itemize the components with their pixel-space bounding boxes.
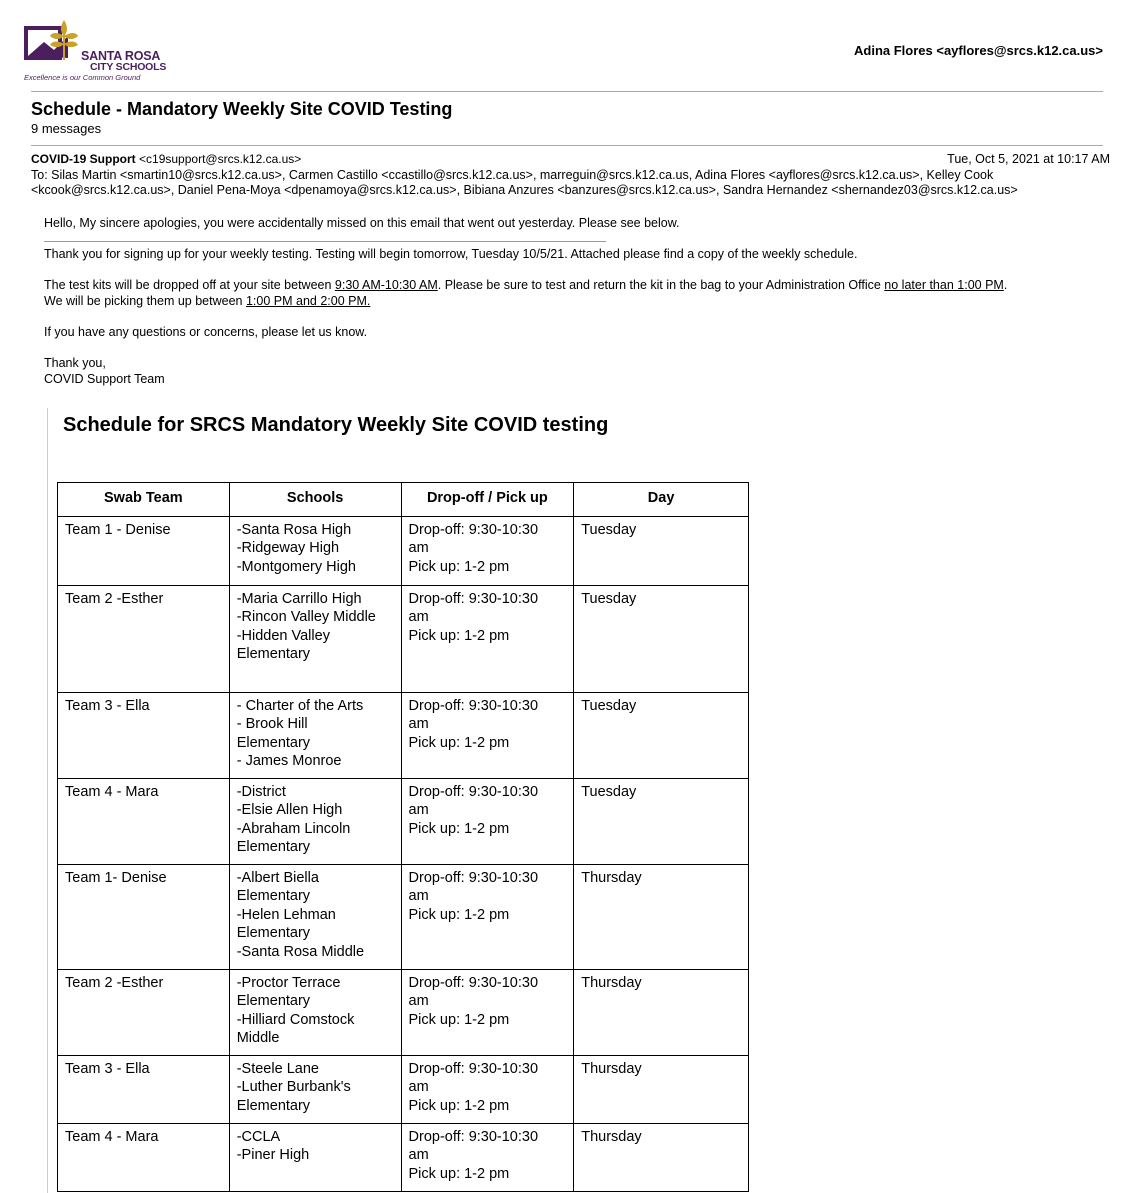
times-cell: Drop-off: 9:30-10:30 am Pick up: 1-2 pm	[401, 517, 574, 586]
schedule-title: Schedule for SRCS Mandatory Weekly Site COVID testing	[63, 414, 609, 436]
header-swab-team: Swab Team	[58, 483, 230, 517]
recipients: To: Silas Martin <smartin10@srcs.k12.ca.us>, Carmen Castillo <ccastillo@srcs.k12.ca.us>, marreguin@srcs.k12.ca.us, Adina Flores <ayflores@srcs.k12.ca.us>, Kelley Cook <kcook@srcs.k12.ca.us>, Daniel Pena-Moya <dpenamoya@srcs.k12.ca.us>, Bibiana Anzures <banzures@srcs.k12.ca.us>, Sandra Hernandez <shernandez03@srcs.k12.ca.us>	[31, 168, 1018, 197]
table-row	[58, 1124, 749, 1192]
times-cell: Drop-off: 9:30-10:30 am Pick up: 1-2 pm	[401, 865, 574, 970]
table-row	[58, 517, 749, 586]
team-cell: Team 4 - Mara	[58, 1124, 230, 1192]
quote-divider	[44, 241, 606, 242]
district-logo-mark	[24, 16, 84, 72]
dropoff-time: 9:30 AM-10:30 AM	[334, 278, 438, 292]
table-row	[58, 865, 749, 970]
times-cell: Drop-off: 9:30-10:30 am Pick up: 1-2 pm	[401, 1124, 574, 1192]
dropoff-text-a: The test kits will be dropped off at your site between	[44, 278, 335, 292]
day-cell: Thursday	[574, 1056, 749, 1124]
schools-cell: -Proctor Terrace Elementary -Hilliard Comstock Middle	[229, 970, 401, 1056]
day-cell: Thursday	[574, 865, 749, 970]
day-cell: Tuesday	[574, 779, 749, 865]
logo-name-line1: SANTA ROSA	[81, 49, 161, 63]
schools-cell: -Maria Carrillo High -Rincon Valley Middle -Hidden Valley Elementary	[229, 586, 401, 693]
schools-cell: -Steele Lane -Luther Burbank's Elementary	[229, 1056, 401, 1124]
team-cell: Team 3 - Ella	[58, 1056, 230, 1124]
day-cell: Thursday	[574, 1124, 749, 1192]
team-cell: Team 4 - Mara	[58, 779, 230, 865]
message-date: Tue, Oct 5, 2021 at 10:17 AM	[947, 152, 1110, 166]
day-cell: Tuesday	[574, 586, 749, 693]
subject-divider	[31, 145, 1103, 146]
pickup-text: We will be picking them up between	[44, 294, 246, 308]
sender-name: COVID-19 Support	[31, 152, 136, 166]
logo-name-line2: CITY SCHOOLS	[90, 61, 167, 73]
table-row	[58, 693, 749, 779]
header-schools: Schools	[229, 483, 401, 517]
greeting-text: Hello, My sincere apologies, you were accidentally missed on this email that went out yesterday. Please see below.	[44, 216, 680, 230]
schedule-table	[57, 482, 749, 1192]
dropoff-text-b: . Please be sure to test and return the kit in the bag to your Administration Office	[437, 278, 885, 292]
table-row	[58, 1056, 749, 1124]
schedule-header-row	[58, 483, 749, 517]
team-cell: Team 3 - Ella	[58, 693, 230, 779]
day-cell: Tuesday	[574, 517, 749, 586]
team-cell: Team 1- Denise	[58, 865, 230, 970]
message-count: 9 messages	[31, 121, 102, 136]
table-row	[58, 970, 749, 1056]
closing-signature: COVID Support Team	[44, 372, 165, 386]
table-row	[58, 586, 749, 693]
header-dropoff-pickup: Drop-off / Pick up	[401, 483, 574, 517]
district-logo	[24, 16, 184, 84]
header-divider	[31, 91, 1103, 92]
times-cell: Drop-off: 9:30-10:30 am Pick up: 1-2 pm	[401, 970, 574, 1056]
team-cell: Team 1 - Denise	[58, 517, 230, 586]
pickup-time: 1:00 PM and 2:00 PM.	[245, 294, 371, 308]
header-day: Day	[574, 483, 749, 517]
schools-cell: -Santa Rosa High -Ridgeway High -Montgomery High	[229, 517, 401, 586]
schools-cell: -Albert Biella Elementary -Helen Lehman Elementary -Santa Rosa Middle	[229, 865, 401, 970]
team-cell: Team 2 -Esther	[58, 586, 230, 693]
times-cell: Drop-off: 9:30-10:30 am Pick up: 1-2 pm	[401, 779, 574, 865]
schools-cell: -CCLA -Piner High	[229, 1124, 401, 1192]
thread-subject: Schedule - Mandatory Weekly Site COVID Testing	[31, 99, 453, 119]
quoted-content-bar	[47, 408, 48, 1193]
questions-paragraph: If you have any questions or concerns, please let us know.	[44, 325, 368, 339]
return-deadline: no later than 1:00 PM	[884, 278, 1004, 292]
times-cell: Drop-off: 9:30-10:30 am Pick up: 1-2 pm	[401, 693, 574, 779]
closing	[44, 355, 1104, 387]
logo-tagline: Excellence is our Common Ground	[24, 73, 141, 82]
day-cell: Thursday	[574, 970, 749, 1056]
intro-paragraph: Thank you for signing up for your weekly testing. Testing will begin tomorrow, Tuesday 10/5/21. Attached please find a copy of the weekly schedule.	[44, 247, 858, 261]
table-row	[58, 779, 749, 865]
dropoff-paragraph	[44, 277, 1104, 309]
team-cell: Team 2 -Esther	[58, 970, 230, 1056]
account-label: Adina Flores <ayflores@srcs.k12.ca.us>	[854, 43, 1103, 58]
sender-email: <c19support@srcs.k12.ca.us>	[139, 152, 302, 166]
closing-line1: Thank you,	[44, 356, 106, 370]
day-cell: Tuesday	[574, 693, 749, 779]
schools-cell: - Charter of the Arts - Brook Hill Elementary - James Monroe	[229, 693, 401, 779]
times-cell: Drop-off: 9:30-10:30 am Pick up: 1-2 pm	[401, 1056, 574, 1124]
dropoff-text-c: .	[1003, 278, 1008, 292]
times-cell: Drop-off: 9:30-10:30 am Pick up: 1-2 pm	[401, 586, 574, 693]
sender-line	[31, 152, 301, 166]
schools-cell: -District -Elsie Allen High -Abraham Lincoln Elementary	[229, 779, 401, 865]
